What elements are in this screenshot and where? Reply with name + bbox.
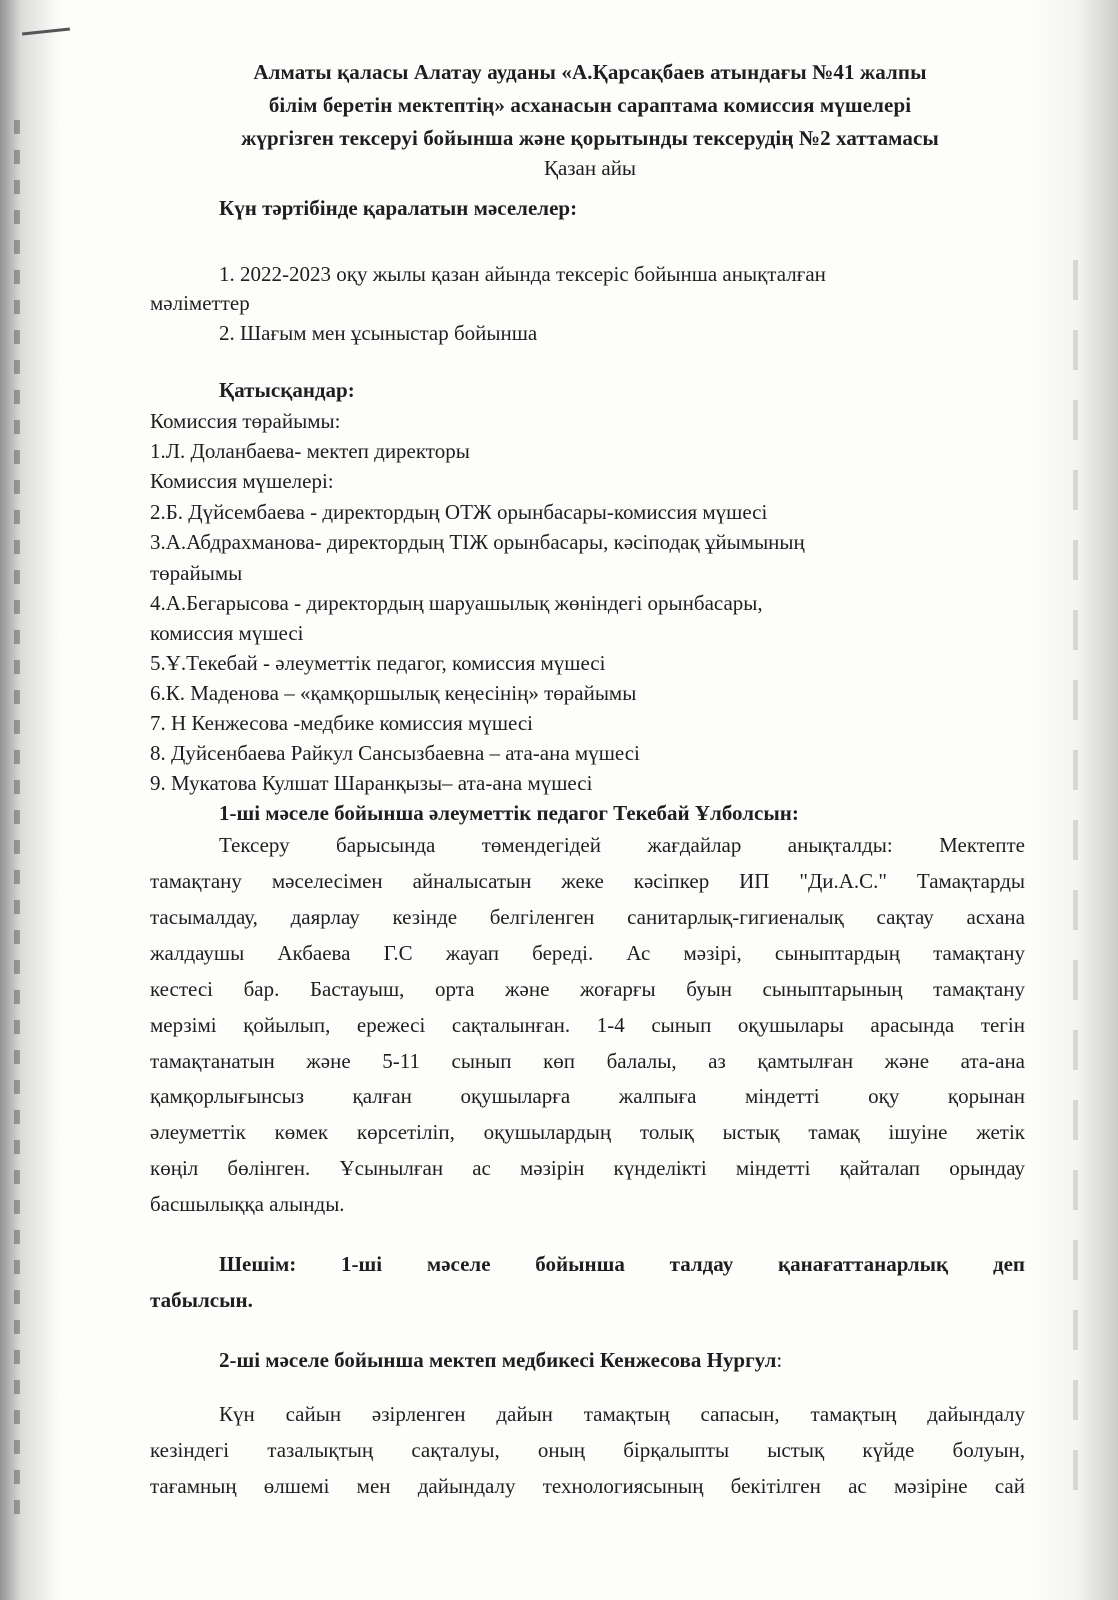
issue-2-heading-colon: : [776,1348,783,1372]
title-line-2: білім беретін мектептің» асханасын сараптама комиссия мүшелері [268,93,912,117]
issue-2-line: тағамның өлшемі мен дайындалу технологиясының бекітілген ас мәзіріне сай [150,1474,1025,1498]
issue-2-line: кезіндегі тазалықтың сақталуы, оның бірқалыпты ыстық күйде болуын, [150,1438,1025,1462]
issue-1-line: мерзімі қойылып, ережесі сақталынған. 1-4 сынып оқушылары арасында тегін [150,1013,1025,1037]
issue-1-line: кестесі бар. Бастауыш, орта және жоғарғы буын сыныптарының тамақтану [150,977,1025,1001]
title-line-1: Алматы қаласы Алатау ауданы «А.Қарсақбаев атындағы №41 жалпы [253,60,927,84]
participant-4-line-1: 4.А.Бегарысова - директордың шаруашылық жөніндегі орынбасары, [150,591,763,615]
participant-4-line-2: комиссия мүшесі [150,621,304,645]
chair-label: Комиссия төрайымы: [150,409,341,433]
agenda-item-2: 2. Шағым мен ұсыныстар бойынша [219,321,538,345]
agenda-item-1-line-2: мәліметтер [150,291,250,315]
issue-1-line: жалдаушы Акбаева Г.С жауап береді. Ас мәзірі, сыныптардың тамақтану [150,941,1025,965]
issue-2-line: Күн сайын әзірленген дайын тамақтың сапасын, тамақтың дайындалу [219,1402,1025,1426]
participant-3-line-2: төрайымы [150,561,243,585]
scan-streak-right [1073,260,1078,1510]
scan-shadow-left [0,0,60,1600]
decision-1-line-1: Шешім: 1-ші мәселе бойынша талдау қанағаттанарлық деп [219,1252,1025,1276]
issue-1-last-line: басшылыққа алынды. [150,1192,345,1216]
title-line-3: жүргізген тексеруі бойынша және қорытынды тексерудің №2 хаттамасы [241,126,939,150]
issue-1-line: Тексеру барысында төмендегідей жағдайлар анықталды: Мектепте [219,833,1025,857]
participant-2: 2.Б. Дүйсембаева - директордың ОТЖ орынбасары-комиссия мүшесі [150,500,768,524]
participant-8: 8. Дуйсенбаева Райкул Сансызбаевна – ата-ана мүшесі [150,741,640,765]
participant-9: 9. Мукатова Кулшат Шаранқызы– ата-ана мүшесі [150,771,593,795]
participant-6: 6.К. Маденова – «қамқоршылық кеңесінің» төрайымы [150,681,637,705]
agenda-heading: Күн тәртібінде қаралатын мәселелер: [219,196,578,220]
participant-1: 1.Л. Доланбаева- мектеп директоры [150,439,470,463]
participant-7: 7. Н Кенжесова -медбике комиссия мүшесі [150,711,533,735]
participants-heading: Қатысқандар: [219,378,355,402]
participant-3-line-1: 3.А.Абдрахманова- директордың ТІЖ орынбасары, кәсіподақ ұйымының [150,530,805,554]
document-title [150,56,1030,155]
issue-1-line: көңіл бөлінген. Ұсынылған ас мәзірін күнделікті міндетті қайталап орындау [150,1156,1025,1180]
issue-1-line: тасымалдау, даярлау кезінде белгіленген санитарлық-гигиеналық сақтау асхана [150,905,1025,929]
decision-1-line-2: табылсын. [150,1288,253,1312]
issue-1-line: тамақтанатын және 5-11 сынып көп балалы, аз қамтылған және ата-ана [150,1049,1025,1073]
issue-1-line: әлеуметтік көмек көрсетіліп, оқушылардың толық ыстық тамақ ішуіне жетік [150,1120,1025,1144]
issue-2-heading [219,1348,782,1373]
issue-1-heading: 1-ші мәселе бойынша әлеуметтік педагог Текебай Ұлболсын: [219,801,799,825]
scan-streak-left [14,120,20,1520]
issue-2-heading-text: 2-ші мәселе бойынша мектеп медбикесі Кенжесова Нургул [219,1348,777,1372]
members-label: Комиссия мүшелері: [150,469,334,493]
issue-1-line: қамқорлығынсыз қалған оқушыларға жалпыға міндетті оқу қорынан [150,1084,1025,1108]
participant-5: 5.Ұ.Текебай - әлеуметтік педагог, комиссия мүшесі [150,651,606,675]
issue-1-line: тамақтану мәселесімен айналысатын жеке кәсіпкер ИП "Ди.А.С." Тамақтарды [150,869,1025,893]
agenda-item-1-line-1: 1. 2022-2023 оқу жылы қазан айында тексеріс бойынша анықталған [219,262,826,286]
month-label: Қазан айы [543,156,637,180]
